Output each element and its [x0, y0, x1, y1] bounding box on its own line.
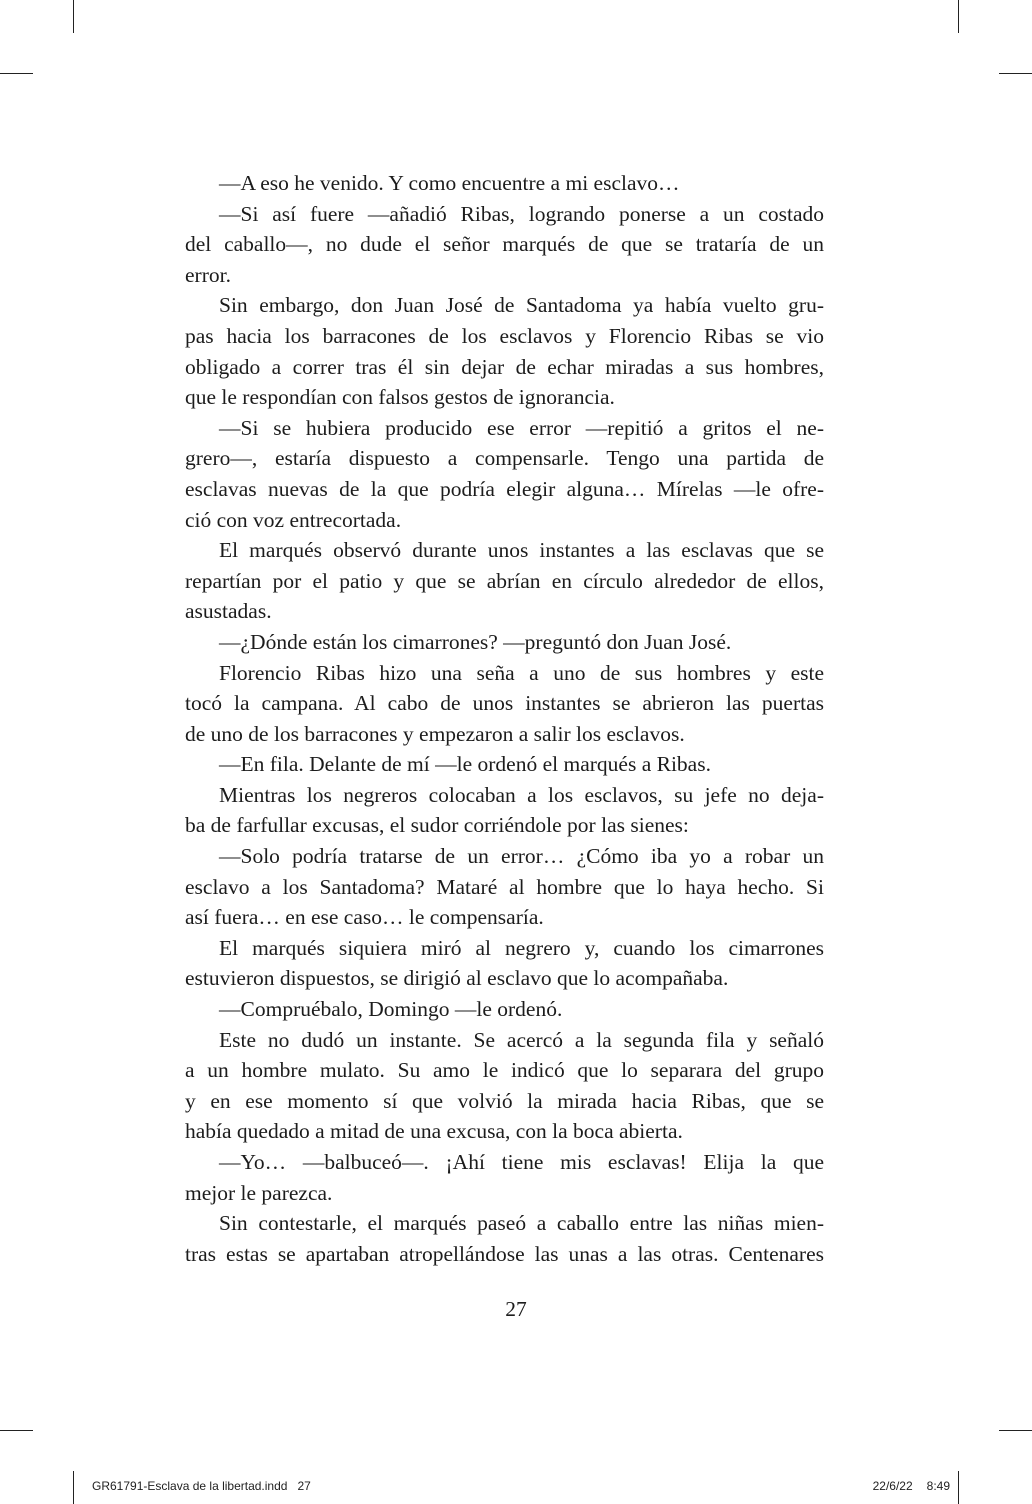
text-line: —Solo podría tratarse de un error… ¿Cómo iba yo a robar un [219, 844, 824, 869]
text-line: —¿Dónde están los cimarrones? —preguntó don Juan José. [219, 629, 732, 654]
paragraph [185, 933, 824, 994]
slug-date: 22/6/22 [872, 1479, 913, 1493]
slug-timestamp [859, 1479, 950, 1493]
text-line: —Compruébalo, Domingo —le ordenó. [219, 997, 563, 1022]
text-line: —Yo… —balbuceó—. ¡Ahí tiene mis esclavas! Elija la que [219, 1150, 824, 1174]
text-line: pas hacia los barracones de los esclavos y Florencio Ribas se vio [185, 323, 824, 348]
text-line: Sin contestarle, el marqués paseó a caballo entre las niñas mien- [219, 1211, 824, 1236]
text-line: ció con voz entrecortada. [185, 507, 402, 532]
text-line: esclavo a los Santadoma? Mataré al hombre que lo haya hecho. Si [185, 874, 824, 899]
paragraph [185, 1025, 824, 1147]
text-line: tras estas se apartaban atropellándose las unas a las otras. Centenares [185, 1241, 824, 1266]
text-line: de uno de los barracones y empezaron a salir los esclavos. [185, 721, 685, 746]
text-line: mejor le parezca. [185, 1180, 333, 1205]
paragraph [185, 627, 824, 658]
crop-mark-right-bottom [999, 1430, 1032, 1431]
crop-mark-top-left [73, 0, 74, 33]
slug-file: GR61791-Esclava de la libertad.indd 27 [92, 1479, 311, 1493]
text-line: tocó la campana. Al cabo de unos instantes se abrieron las puertas [185, 691, 824, 716]
crop-mark-top-right [958, 0, 959, 33]
text-line: que le respondían con falsos gestos de ignorancia. [185, 385, 615, 410]
crop-mark-bottom-right [958, 1471, 959, 1504]
text-line: Sin embargo, don Juan José de Santadoma ya había vuelto gru- [219, 293, 824, 318]
crop-mark-left-top [0, 73, 33, 74]
text-line: así fuera… en ese caso… le compensaría. [185, 905, 544, 930]
text-line: —En fila. Delante de mí —le ordenó el marqués a Ribas. [219, 752, 711, 777]
text-line: había quedado a mitad de una excusa, con la boca abierta. [185, 1119, 683, 1144]
crop-mark-bottom-left [73, 1471, 74, 1504]
text-line: —Si se hubiera producido ese error —repitió a gritos el ne- [219, 415, 824, 440]
text-line: —Si así fuere —añadió Ribas, logrando ponerse a un costado [219, 201, 824, 226]
paragraph [185, 780, 824, 841]
body-text [185, 168, 824, 1269]
crop-mark-left-bottom [0, 1430, 33, 1431]
paragraph [185, 535, 824, 627]
text-line: —A eso he venido. Y como encuentre a mi esclavo… [219, 171, 680, 195]
text-line: error. [185, 262, 231, 287]
text-line: Florencio Ribas hizo una seña a uno de sus hombres y este [219, 660, 824, 685]
paragraph [185, 199, 824, 291]
text-line: del caballo—, no dude el señor marqués de que se trataría de un [185, 232, 824, 257]
paragraph [185, 413, 824, 535]
text-line: El marqués siquiera miró al negrero y, cuando los cimarrones [219, 935, 824, 960]
paragraph [185, 994, 824, 1025]
paragraph [185, 290, 824, 412]
page-number: 27 [505, 1297, 527, 1321]
text-line: esclavas nuevas de la que podría elegir alguna… Mírelas —le ofre- [185, 476, 824, 501]
text-line: Este no dudó un instante. Se acercó a la segunda fila y señaló [219, 1027, 824, 1052]
text-line: ba de farfullar excusas, el sudor corriéndole por las sienes: [185, 813, 689, 838]
text-line: asustadas. [185, 599, 272, 624]
slug-time: 8:49 [926, 1479, 950, 1493]
text-line: repartían por el patio y que se abrían en círculo alrededor de ellos, [185, 568, 824, 593]
text-line: grero—, estaría dispuesto a compensarle. Tengo una partida de [185, 446, 824, 471]
crop-mark-right-top [999, 73, 1032, 74]
text-line: a un hombre mulato. Su amo le indicó que lo separara del grupo [185, 1058, 824, 1083]
paragraph [185, 658, 824, 750]
paragraph [185, 841, 824, 933]
text-line: obligado a correr tras él sin dejar de echar miradas a sus hombres, [185, 354, 824, 379]
paragraph [185, 749, 824, 780]
paragraph [185, 168, 824, 199]
text-line: y en ese momento sí que volvió la mirada hacia Ribas, que se [185, 1088, 824, 1113]
paragraph [185, 1147, 824, 1208]
text-line: El marqués observó durante unos instantes a las esclavas que se [219, 538, 824, 563]
text-line: Mientras los negreros colocaban a los esclavos, su jefe no deja- [219, 782, 824, 807]
text-line: estuvieron dispuestos, se dirigió al esclavo que lo acompañaba. [185, 966, 729, 991]
paragraph [185, 1208, 824, 1269]
